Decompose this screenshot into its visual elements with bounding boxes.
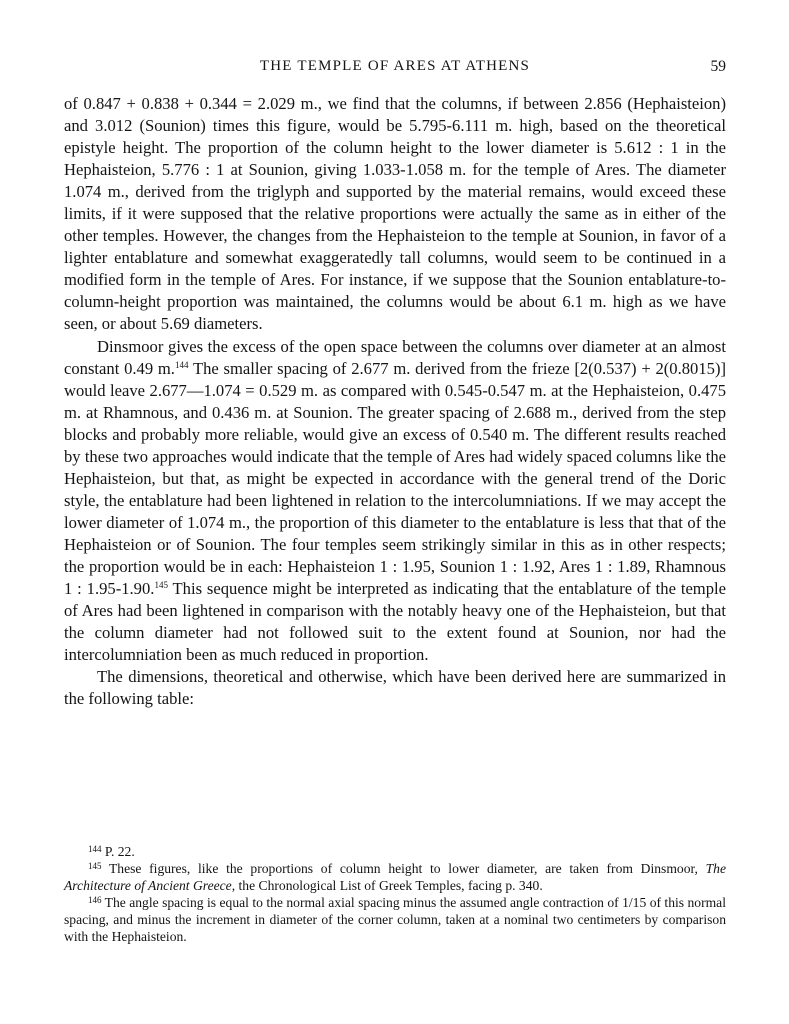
footnote-ref-144[interactable]: 144 xyxy=(174,359,189,370)
paragraph-2-part-b: The smaller spacing of 2.677 m. derived from the frieze [2(0.537) + 2(0.8015)] would leave 2.677—1.074 = 0.529 m. as compared with 0.545-0.547 m. at the Hephaisteion, 0.475 m. at Rhamnous, and 0.436 m. at Sounion. The greater spacing of 2.688 m., derived from the step blocks and probably more reliable, would give an excess of 0.540 m. The different results reached by these two approaches would indicate that the temple of Ares had widely spaced columns like the Hephaisteion, but that, as might be expected in accordance with the general trend of the Doric style, the entablature had been lightened in relation to the intercolumniations. If we may accept the lower diameter of 1.074 m., the proportion of this diameter to the entablature is less that that of the Hephaisteion or of Sounion. The four temples seem strikingly similar in this as in other respects; the proportion would be in each: Hephaisteion 1 : 1.95, Sounion 1 : 1.92, Ares 1 : 1.89, Rhamnous 1 : 1.95-1.90. xyxy=(64,358,726,599)
paragraph-3: The dimensions, theoretical and otherwise, which have been derived here are summarized in the following table: xyxy=(64,667,726,709)
footnote-number: 145 xyxy=(88,861,102,871)
footnote-146 xyxy=(64,894,726,945)
paragraph-2-part-c: This sequence might be interpreted as indicating that the entablature of the temple of Ares had been lightened in comparison with the notably heavy one of the Hephaisteion, but that the column diameter had not followed suit to the extent found at Sounion, nor had the intercolumniation been as much reduced in proportion. xyxy=(64,579,726,665)
footnote-text: The angle spacing is equal to the normal axial spacing minus the assumed angle contraction of 1/15 of this normal spacing, and minus the increment in diameter of the corner column, taken at a nominal two centimeters by comparison with the Hephaisteion. xyxy=(64,895,726,944)
footnote-text: P. 22. xyxy=(101,844,135,859)
running-title: THE TEMPLE OF ARES AT ATHENS xyxy=(259,58,531,74)
paragraph-2 xyxy=(64,336,726,667)
paragraph-1: of 0.847 + 0.838 + 0.344 = 2.029 m., we find that the columns, if between 2.856 (Hephaisteion) and 3.012 (Sounion) times this figure, would be 5.795-6.111 m. high, based on the theoretical epistyle height. The proportion of the column height to the lower diameter is 5.612 : 1 in the Hephaisteion, 5.776 : 1 at Sounion, giving 1.033-1.058 m. for the temple of Ares. The diameter 1.074 m., derived from the triglyph and supported by the material remains, would exceed these limits, if it were supposed that the relative proportions were actually the same as in either of the other temples. However, the changes from the Hephaisteion to the temple at Sounion, in favor of a lighter entablature and somewhat exaggeratedly tall columns, would seem to be continued in a modified form in the temple of Ares. For instance, if we suppose that the Sounion entablature-to-column-height proportion was maintained, the columns would be about 6.1 m. high as we have seen, or about 5.69 diameters. xyxy=(64,94,726,334)
footnote-number: 144 xyxy=(88,844,102,854)
footnote-number: 146 xyxy=(88,895,102,905)
footnote-144 xyxy=(64,843,726,860)
footnote-text: These figures, like the proportions of column height to lower diameter, are taken from Dinsmoor, xyxy=(101,861,706,876)
footnote-145 xyxy=(64,860,726,894)
running-header xyxy=(64,58,726,80)
main-text xyxy=(64,93,726,710)
footnotes xyxy=(64,843,726,945)
cited-book-title: The Architecture of Ancient Greece xyxy=(64,861,726,893)
footnote-ref-145[interactable]: 145 xyxy=(154,580,168,591)
footnote-text: , the Chronological List of Greek Temples, facing p. 340. xyxy=(231,878,543,893)
page-number: 59 xyxy=(710,58,726,75)
paragraph-2-part-a: Dinsmoor gives the excess of the open space between the columns over diameter at an almost constant 0.49 m. xyxy=(64,336,726,378)
